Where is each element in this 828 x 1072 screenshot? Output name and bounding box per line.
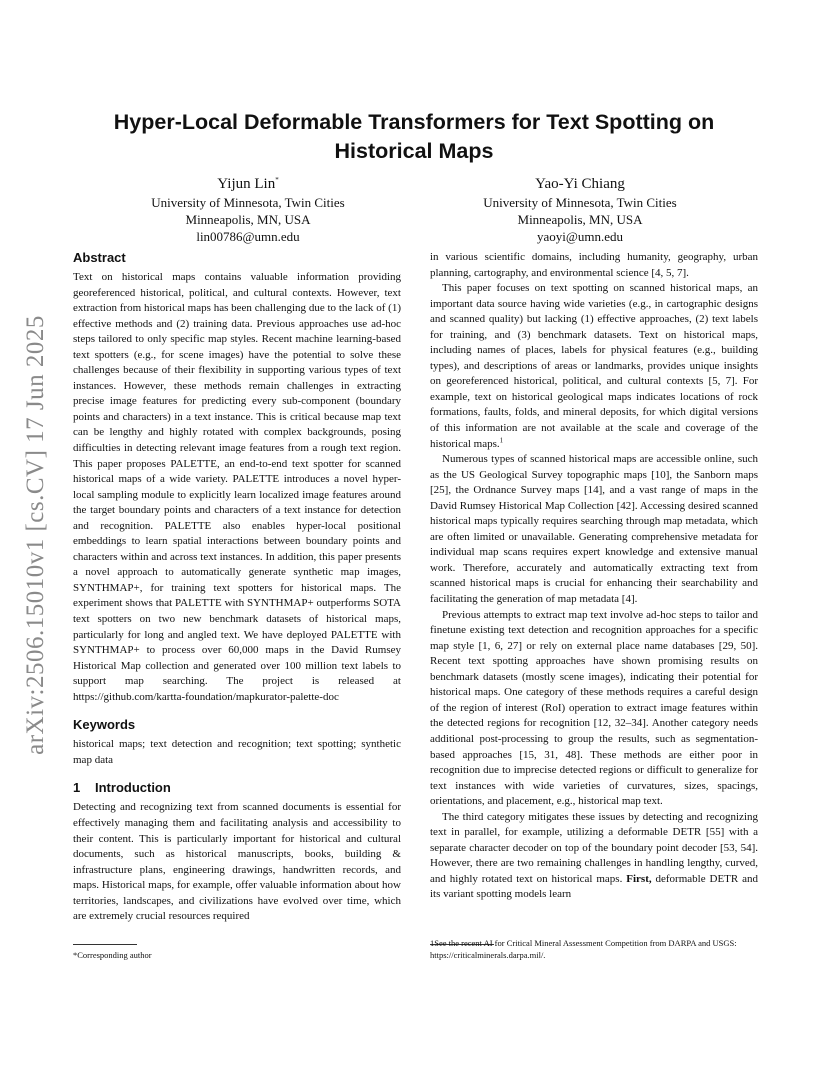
intro-paragraph-1-continued: in various scientific domains, including humanity, geography, urban planning, cartography, and environmental science [4, 5, 7]. (430, 251, 758, 279)
intro-paragraph-5 (430, 810, 758, 903)
author-location: Minneapolis, MN, USA (517, 212, 643, 227)
author-block-2 (430, 174, 730, 245)
intro-paragraph-2 (430, 281, 758, 452)
intro-paragraph-1: Detecting and recognizing text from scanned documents is essential for effectively managing them and facilitating analysis and accessibility to their content. This is particularly important for historical and cultural documents, such as historical manuscripts, books, building & infrastructure plans, engineering drawings, handwritten records, and maps. Historical maps, for example, offer valuable information about how territories, landscapes, and civilizations have evolved over time, which are extremely crucial resources required (73, 801, 401, 923)
paper-title: Hyper-Local Deformable Transformers for Text Spotting on Historical Maps (113, 110, 715, 163)
intro-paragraph-3: Numerous types of scanned historical maps are accessible online, such as the US Geological Survey topographic maps [10], the Sanborn maps [25], the Ordnance Survey maps [14], and a vast range of maps in the David Rumsey Historical Map Collection [42]. Accessing desired scanned historical maps typically requires searching through map metadata, which are often limited or unavailable. Generating comprehensive metadata for individual map scans requires expert knowledge and extensive manual work. Therefore, accurately and automatically extracting text from scanned historical maps is crucial for enhancing their searchability and facilitating the generation of map metadata [4]. (430, 453, 758, 606)
keywords-heading: Keywords (73, 717, 136, 733)
author-name: Yijun Lin (217, 176, 276, 192)
abstract-text: Text on historical maps contains valuable information providing georeferenced historical, political, and cultural contexts. However, text extraction from historical maps has been challenging due to the lack of (1) effective methods and (2) training data. Previous approaches use ad-hoc steps tailored to only specific map styles. Recent machine learning-based text spotters (e.g., for scene images) have the potential to solve these challenges because of their flexibility in supporting various types of text instances. However, these methods remain challenges in extracting precise image features for predicting every sub-component (boundary points and characters) in a text instance. This is critical because map text can be lengthy and highly rotated with complex backgrounds, posing difficulties in detecting relevant image features from a rough text region. This paper proposes PALETTE, an end-to-end text spotter for scanned historical maps of a wide variety. PALETTE introduces a novel hyper-local sampling module to explicitly learn localized image features around the target boundary points and characters of a text instance for detection and recognition. PALETTE also enables hyper-local positional embeddings to learn spatial interactions between boundary points and characters within and across text instances. In addition, this paper presents a novel approach to automatically generate synthetic map images, SYNTHMAP+, for training text spotters for historical maps. The experiment shows that PALETTE with SYNTHMAP+ outperforms SOTA text spotters on two new benchmark datasets of historical maps, particularly for long and angled text. We have deployed PALETTE with SYNTHMAP+ to process over 60,000 maps in the David Rumsey Historical Map collection and generated over 100 million text labels to support map searching. The project is released at https://github.com/kartta-foundation/mapkurator-palette-doc (73, 271, 401, 703)
author-location: Minneapolis, MN, USA (185, 212, 311, 227)
intro-paragraph-5-tail: deformable DETR and its variant spotting models learn (430, 872, 759, 901)
author-email[interactable]: yaoyi@umn.edu (537, 229, 623, 244)
author-block-1 (98, 174, 398, 245)
abstract-heading: Abstract (73, 250, 126, 265)
author-affiliation: University of Minnesota, Twin Cities (483, 195, 677, 210)
intro-paragraph-2-text: This paper focuses on text spotting on scanned historical maps, an important data source having wide varieties (e.g., in cartographic designs and scanned quality) but lacking (1) effective approaches, (2) text labels for training, and (3) benchmark datasets. Text on historical maps, including names of places, labels for physical features (e.g., building types), and descriptions of areas or landmarks, provides unique insights on georeferenced historical, political, and cultural contexts [5, 7]. For example, text on historical geological maps indicates locations of rock formations, faults, folds, and mineral deposits, for which digital versions of this information are not available at the scale and coverage of the historical maps. (430, 282, 758, 450)
emphasis-first: First, (626, 872, 652, 885)
corresponding-author-mark: * (275, 176, 279, 184)
footnote-corresponding-author: *Corresponding author (73, 950, 152, 960)
arxiv-identifier-stamp (18, 300, 54, 770)
section-title: Introduction (95, 780, 171, 796)
intro-paragraph-5-text: The third category mitigates these issues by detecting and recognizing text in parallel, for example, utilizing a deformable DETR [55] with a separate character decoder on top of the boundary point decoder [53, 54]. However, there are two remaining challenges in handling lengthy, curved, and highly rotated text on historical maps. (430, 810, 758, 885)
footnote-reference[interactable]: 1 (499, 435, 504, 444)
section-number: 1 (73, 780, 81, 796)
left-column (73, 250, 401, 925)
author-affiliation: University of Minnesota, Twin Cities (151, 195, 345, 210)
intro-paragraph-4: Previous attempts to extract map text involve ad-hoc steps to tailor and finetune existing text detection and recognition approaches for a specific map style [1, 6, 27] or rely on external place name databases [29, 50]. Recent text spotting approaches have shown promising results on benchmark datasets (mostly scene images), indicating their potential for historical maps. One category of these methods requires a careful design of the region of interest (RoI) operation to extract image features within the detected regions for recognition [12, 32–34]. Another category needs additional post-processing to group the results, such as segmentation-based approaches [15, 31, 48]. These methods are either poor in recognition due to imprecise detected regions or difficult to generalize for text instances with wide varieties of curvatures, sizes, spacings, orientations, and placement, e.g., historical map text. (430, 608, 758, 808)
right-column (430, 250, 758, 903)
author-email[interactable]: lin00786@umn.edu (196, 229, 300, 244)
footnote-darpa: 1See the recent AI for Critical Mineral Assessment Competition from DARPA and USGS: https://criticalminerals.darpa.mil/. (430, 938, 737, 960)
footnote-divider-left (73, 944, 137, 945)
author-name: Yao-Yi Chiang (535, 176, 625, 192)
introduction-heading (73, 780, 401, 796)
keywords-text: historical maps; text detection and recognition; text spotting; synthetic map data (73, 738, 401, 766)
arxiv-stamp-text: arXiv:2506.15010v1 [cs.CV] 17 Jun 2025 (22, 315, 49, 755)
